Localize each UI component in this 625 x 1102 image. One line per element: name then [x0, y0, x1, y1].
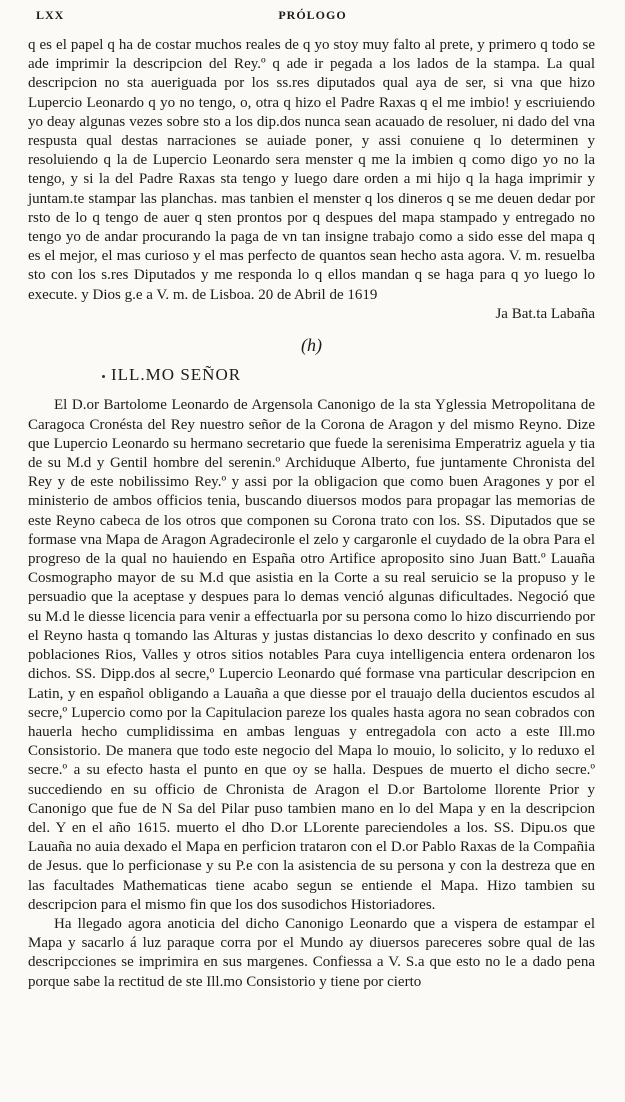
salutation-line: [111, 365, 595, 385]
letter-2-paragraph-1: El D.or Bartolome Leonardo de Argensola Canonigo de la sta Yglessia Metropolitana de Caragoca Cronésta del Rey nuestro señor de la Corona de Aragon y del mismo Reyno. Dize que Lupercio Leonardo su hermano secretario que fuede la serenisima Emperatriz aguela y tia de su M.d y Gentil hombre del serenin.º Archiduque Alberto, fue juntamente Chronista del Rey y de este nobilissimo Rey.º y assi por la obligacion que como buen Aragones y por el ministerio de ambos officios tenia, buscando diuersos modos para propagar las memorias de este Reyno cabeca de los otros que componen su Corona trato con los. SS. Diputados que se formase vna Mapa de Aragon Agradecironle el zelo y cargaronle el cuydado de la obra Para el progreso de la qual no hauiendo en España otro Artifice aproposito sino Juan Batt.º Lauaña Cosmographo mayor de su M.d que asistia en la Corte a su real seruicio se la propuso y le persuadio que la aceptase y despues para lo demas venció algunas dificultades. Negoció que su M.d le diesse licencia para venir a effectuarla por su persona como lo hizo discurriendo por el Reyno hasta q tomando las Alturas y justas distancias lo dexo descrito y confinado en sus poblaciones Rios, Valles y otros sitios notables Para cuya intelligencia entera ordenaron los dichos. SS. Dipp.dos al secre,º Lupercio Leonardo qué formase vna particular descripcion en Latin, y en español obligando a Lauaña a que diesse por el trauajo della ducientos escudos al secre,º Lupercio como por la Capitulacion pareze los quales hasta agora no sean cobrados con hauerla hecho cumplidissima en ambas lenguas y entregadola con acto a este Ill.mo Consistorio. De manera que todo este negocio del Mapa lo mouio, lo solicito, y lo reduxo el secre.º a su efecto hasta el punto en que oy se halla. Despues de muerto el dicho secre.º succediendo en su officio de Chronista de Aragon el D.or Bartolome llorente Prior y Canonigo que fue de N Sa del Pilar puso tambien mano en lo del Mapa y en la descripcion del. Y en el año 1615. muerto el dho D.or LLorente pareciendoles a los. SS. Dipu.os que Lauaña no auia dexado el Mapa en perficion trataron con el D.or Pablo Raxas de la Compañia de Jesus. que lo perficionase y su P.e con la asistencia de su persona y con la destreza que en las facultades Mathematicas tiene acabo segun se entiende el Mapa. Hizo tambien su descripcion para el mismo fin que los dos susodichos Historiadores.: [28, 397, 595, 913]
page-number: LXX: [36, 8, 65, 22]
letter-2-paragraph-2: Ha llegado agora anoticia del dicho Canonigo Leonardo que a vispera de estampar el Mapa y sacarlo á luz paraque corra por el Mundo ay diuersos pareceres sobre qual de las descripcciones se imprimira en sus margenes. Confiessa a V. S.a que esto no le a dado pena porque sabe la rectitud de ste Ill.mo Consistorio y tiene por cierto: [28, 915, 595, 990]
stray-dot: [102, 375, 105, 378]
running-header: [36, 8, 589, 28]
letter-1-signature: Ja Bat.ta Labaña: [495, 305, 595, 322]
section-label: (h): [301, 335, 322, 356]
running-title: PRÓLOGO: [278, 8, 347, 22]
letter-1-text: q es el papel q ha de costar muchos reales de q yo stoy muy falto al prete, y primero q todo se ade imprimir la descripcion del Rey.º q ade ir pegada a los lados de la stampa. La qual descripcion no sta aueriguada por los ss.res diputados qual aya de ser, si vna que hizo Lupercio Leonardo q yo no tengo, o, otra q hizo el Padre Raxas q el me imbio! y escriuiendo yo deay algunas vezes sobre sto a los dip.dos nunca sean acauado de resoluer, ni dado del vna respusta qual destas narraciones se auiade poner, y assi conuiene q lo determinen y resoluiendo q la de Lupercio Leonardo sera menster q me la imbien q como digo yo no la tengo, y si la del Padre Raxas sta tengo y luego dare orden a mi hijo q la haga imprimir y juntam.te stampar las planchas. mas tanbien el menster q los dineros q se me deuen dedar por rsto de lo q tengo de auer q sten prontos por q despues del mapa stampado y entregado no tengo yo de andar procurando la paga de vn tan insigne trabajo como a sido esse del mapa q es el mejor, el mas curioso y el mas perfecto de quantos sean hecho asta agora. V. m. resuelba sto con los s.res Diputados y me responda lo q ellos mandan q se haga para q yo luego lo execute. y Dios g.e a V. m. de Lisboa. 20 de Abril de 1619: [28, 37, 595, 303]
page-body: [28, 36, 595, 992]
salutation: ILL.MO SEÑOR: [111, 365, 242, 385]
